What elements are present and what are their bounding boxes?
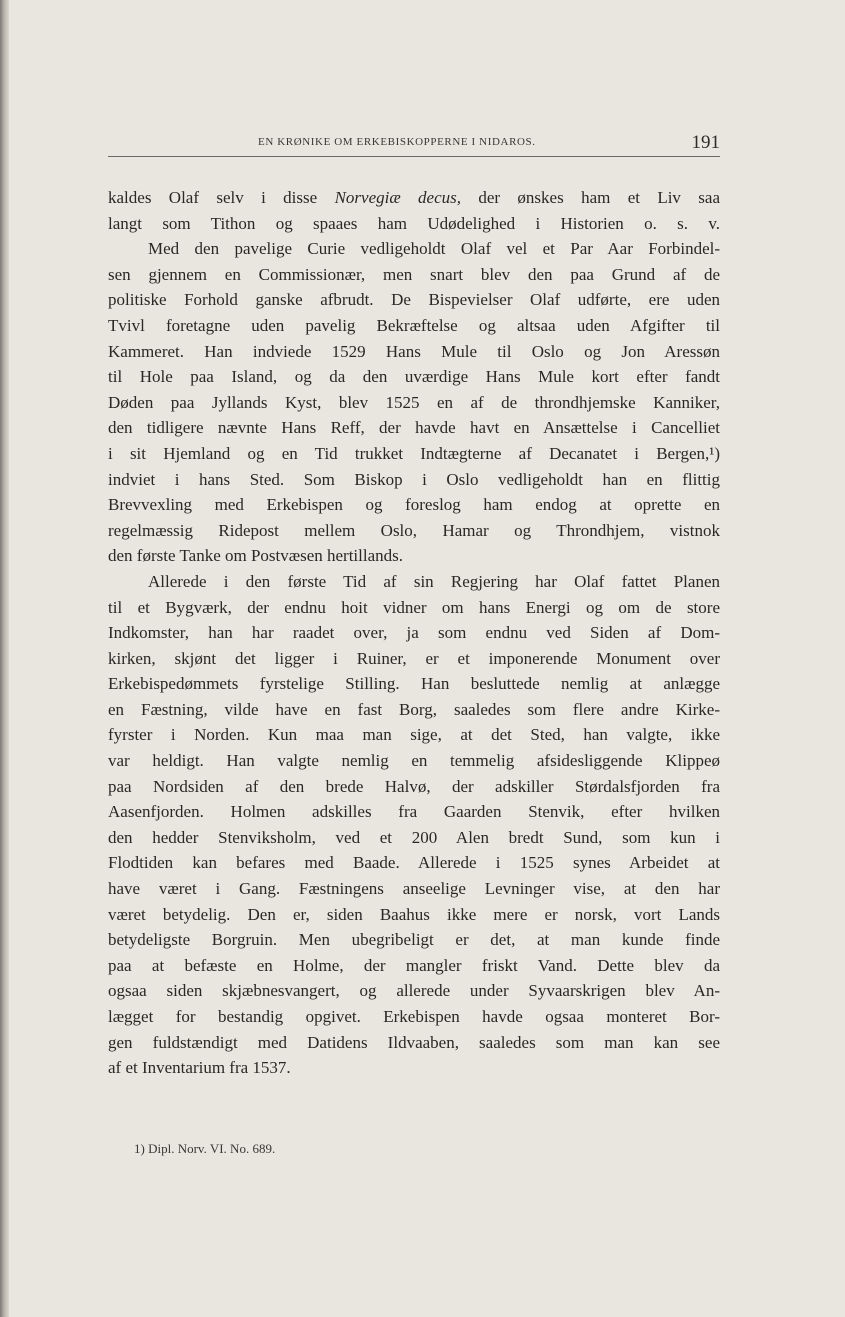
text-line: Brevvexling med Erkebispen og foreslog ham endog at oprette en [108, 495, 720, 515]
text-line: kaldes Olaf selv i disse Norvegiæ decus, der ønskes ham et Liv saa [108, 188, 720, 207]
body-text [108, 185, 720, 1081]
text-line: betydeligste Borgruin. Men ubegribeligt er det, at man kunde finde [108, 930, 720, 950]
text-line: fyrster i Norden. Kun maa man sige, at det Sted, han valgte, ikke [108, 725, 720, 745]
text-line: Døden paa Jyllands Kyst, blev 1525 en af de throndhjemske Kanniker, [108, 392, 720, 412]
running-title: EN KRØNIKE OM ERKEBISKOPPERNE I NIDAROS. [258, 136, 536, 148]
text-line: Allerede i den første Tid af sin Regjering har Olaf fattet Planen [148, 571, 720, 591]
text-line: sen gjennem en Commissionær, men snart blev den paa Grund af de [108, 264, 720, 284]
text-line: gen fuldstændigt med Datidens Ildvaaben, saaledes som man kan see [108, 1032, 720, 1052]
text-line: politiske Forhold ganske afbrudt. De Bispevielser Olaf udførte, ere uden [108, 290, 720, 310]
book-spine-shadow [0, 0, 9, 1317]
text-line: Aasenfjorden. Holmen adskilles fra Gaarden Stenvik, efter hvilken [108, 802, 720, 822]
text-line: til Hole paa Island, og da den uværdige Hans Mule kort efter fandt [108, 367, 720, 387]
text-line: paa at befæste en Holme, der mangler friskt Vand. Dette blev da [108, 955, 720, 975]
text-line: kirken, skjønt det ligger i Ruiner, er et imponerende Monument over [108, 648, 720, 668]
text-line: den tidligere nævnte Hans Reff, der havde havt en Ansættelse i Cancelliet [108, 418, 720, 438]
header-rule [108, 156, 720, 157]
text-line: paa Nordsiden af den brede Halvø, der adskiller Størdalsfjorden fra [108, 776, 720, 796]
text-line: have været i Gang. Fæstningens anseelige Levninger vise, at den har [108, 879, 720, 899]
text-line: langt som Tithon og spaaes ham Udødelighed i Historien o. s. v. [108, 213, 720, 233]
text-line: Med den pavelige Curie vedligeholdt Olaf vel et Par Aar Forbindel- [148, 239, 720, 259]
text-line: den første Tanke om Postvæsen hertillands. [108, 546, 404, 566]
text-line: Tvivl foretagne uden pavelig Bekræftelse og altsaa uden Afgifter til [108, 315, 720, 335]
text-line: en Fæstning, vilde have en fast Borg, saaledes som flere andre Kirke- [108, 699, 720, 719]
text-line: regelmæssig Ridepost mellem Oslo, Hamar og Throndhjem, vistnok [108, 520, 720, 540]
text-line: til et Bygværk, der endnu hoit vidner om hans Energi og om de store [108, 597, 720, 617]
text-line: lægget for bestandig opgivet. Erkebispen havde ogsaa monteret Bor- [108, 1007, 720, 1026]
text-line: Indkomster, han har raadet over, ja som endnu ved Siden af Dom- [108, 623, 720, 643]
text-line: var heldigt. Han valgte nemlig en temmelig afsidesliggende Klippeø [108, 751, 720, 771]
text-line: Kammeret. Han indviede 1529 Hans Mule til Oslo og Jon Aressøn [108, 341, 720, 361]
page-number: 191 [691, 132, 720, 153]
text-line: været betydelig. Den er, siden Baahus ikke mere er norsk, vort Lands [108, 904, 720, 924]
text-line: ogsaa siden skjæbnesvangert, og allerede under Syvaarskrigen blev An- [108, 981, 720, 1001]
text-line: i sit Hjemland og en Tid trukket Indtægterne af Decanatet i Bergen,¹) [108, 443, 720, 463]
text-line: af et Inventarium fra 1537. [108, 1058, 291, 1078]
footnote [134, 1141, 275, 1157]
text-line: Erkebispedømmets fyrstelige Stilling. Han besluttede nemlig at anlægge [108, 674, 720, 694]
footnote-text: Dipl. Norv. VI. No. 689. [148, 1141, 276, 1156]
text-line: Flodtiden kan befares med Baade. Allerede i 1525 synes Arbeidet at [108, 853, 720, 873]
footnote-marker: 1) [134, 1141, 145, 1156]
text-line: den hedder Stenviksholm, ved et 200 Alen bredt Sund, som kun i [108, 827, 720, 847]
text-line: indviet i hans Sted. Som Biskop i Oslo vedligeholdt han en flittig [108, 469, 720, 489]
